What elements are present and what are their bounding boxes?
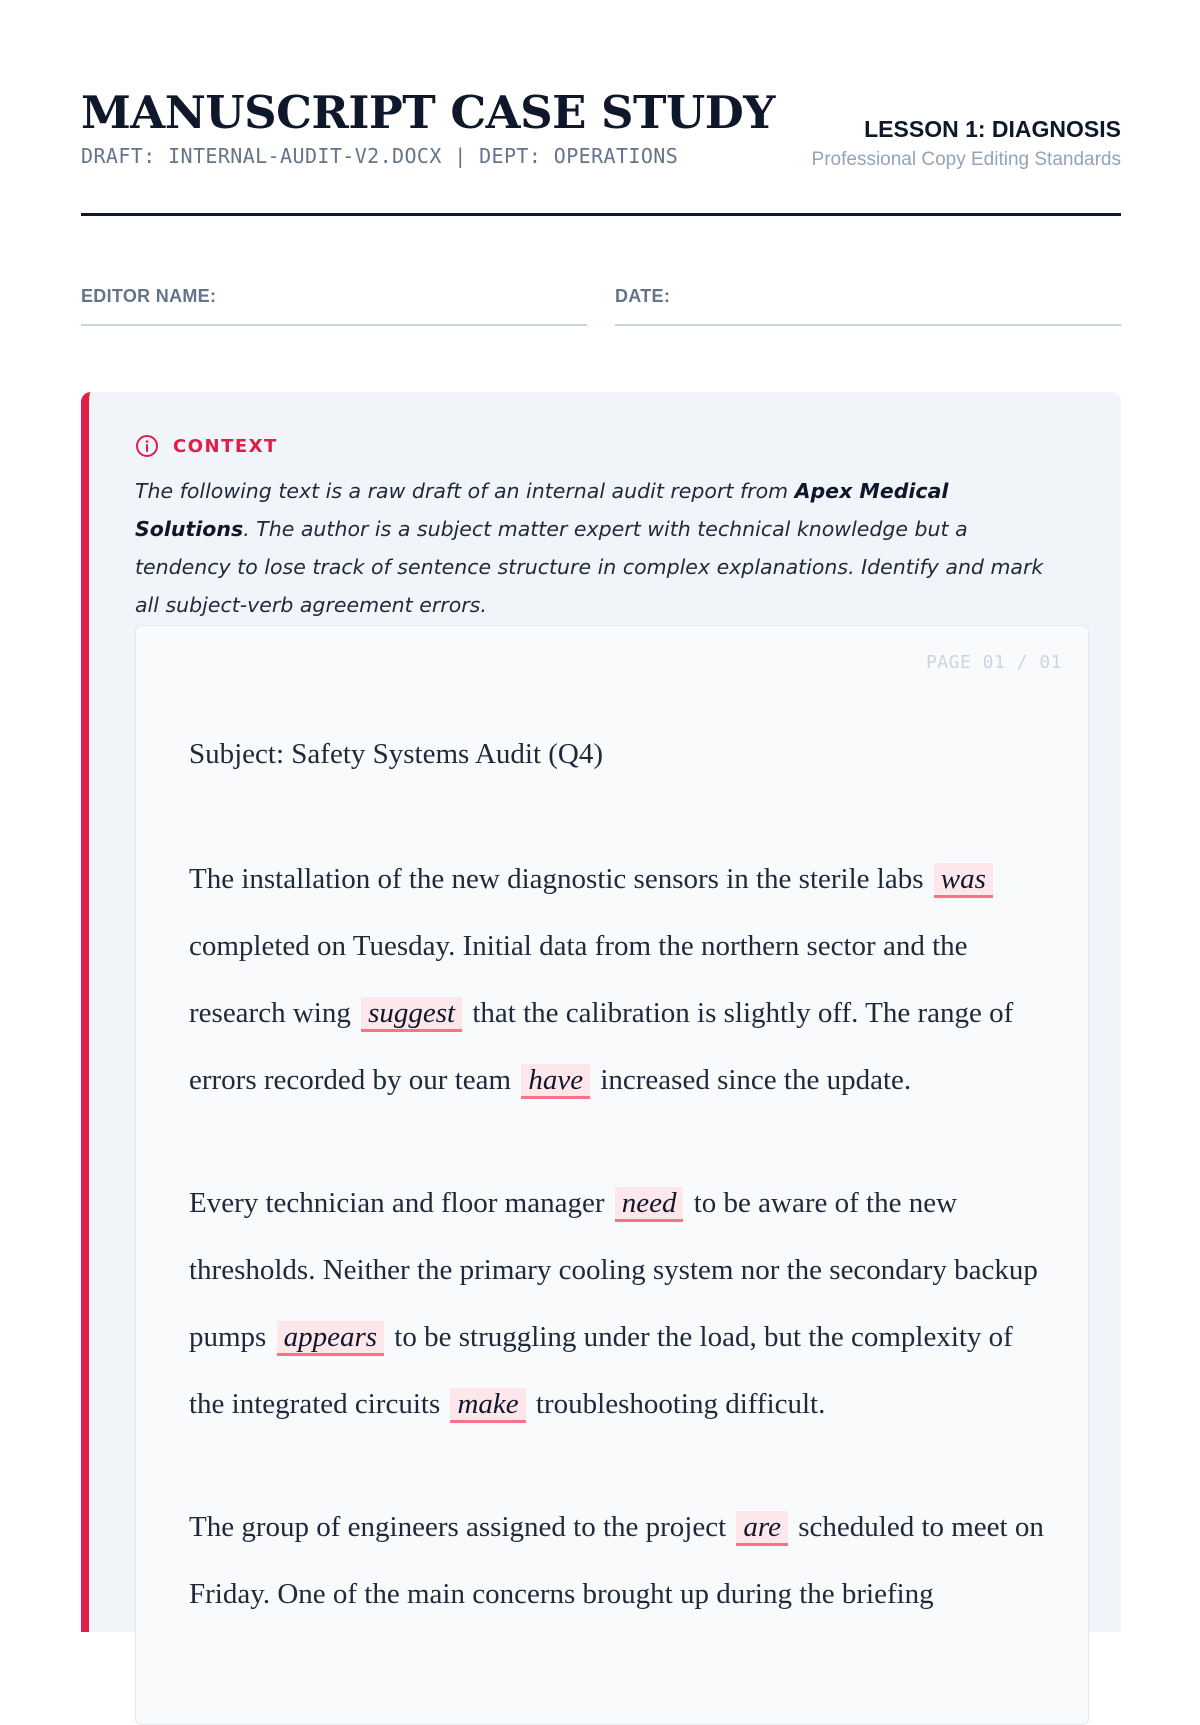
info-icon [135,434,159,458]
error-highlight[interactable]: need [615,1187,684,1222]
text-run: completed on Tuesday. Initial data from the northern sector and the research wing [189,930,968,1029]
context-text-part: The following text is a raw draft of an internal audit report from [135,479,795,503]
text-run: to be aware of the new thresholds. Neither the primary cooling system nor the secondary backup pumps [189,1187,1038,1353]
paragraph-3 [189,1494,1049,1628]
text-run: The group of engineers assigned to the project [189,1511,727,1543]
context-card [81,392,1121,1632]
lesson-label: LESSON 1: DIAGNOSIS [864,116,1121,142]
paragraph-2 [189,1170,1049,1438]
error-highlight[interactable]: have [521,1064,590,1099]
text-run: Every technician and floor manager [189,1187,605,1219]
error-highlight[interactable]: was [934,863,993,898]
error-highlight[interactable]: make [450,1388,525,1423]
text-run: troubleshooting difficult. [535,1388,826,1420]
page-number: PAGE 01 / 01 [925,652,1062,673]
paragraph-1 [189,846,1049,1114]
editor-name-field[interactable] [81,286,587,326]
draft-file-line: DRAFT: INTERNAL-AUDIT-V2.DOCX | DEPT: OPERATIONS [81,144,679,168]
error-highlight[interactable]: appears [277,1321,384,1356]
context-header [135,434,278,458]
text-run: to be struggling under the load, but the complexity of the integrated circuits [189,1321,1013,1420]
text-run: increased since the update. [600,1064,912,1096]
context-text [135,472,1055,624]
header-divider [81,213,1121,216]
manuscript-subject: Subject: Safety Systems Audit (Q4) [189,738,604,770]
page-title: MANUSCRIPT CASE STUDY [81,86,775,139]
context-text-part: . The author is a subject matter expert with technical knowledge but a tendency to lose track of sentence structure in complex explanations. Identify and mark all subject-verb agreement errors. [135,517,1044,617]
text-run: The installation of the new diagnostic sensors in the sterile labs [189,863,924,895]
editor-name-label: EDITOR NAME: [81,286,217,306]
page-header [81,84,1121,216]
text-run: that the calibration is slightly off. The range of errors recorded by our team [189,997,1014,1096]
lesson-subtitle: Professional Copy Editing Standards [811,149,1121,170]
date-label: DATE: [615,286,671,306]
company-name: Apex Medical Solutions [135,479,949,541]
error-highlight[interactable]: suggest [361,997,462,1032]
error-highlight[interactable]: are [736,1511,788,1546]
text-run: scheduled to meet on Friday. One of the main concerns brought up during the briefing [189,1511,1044,1610]
date-field[interactable] [615,286,1121,326]
manuscript-page [135,625,1089,1725]
context-label: CONTEXT [173,435,278,457]
